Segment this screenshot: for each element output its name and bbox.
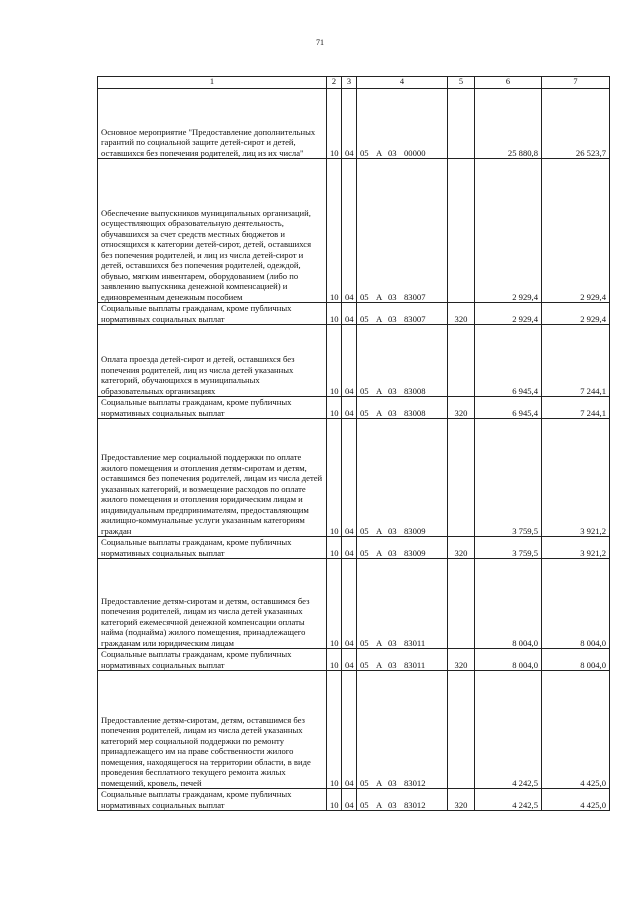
code-direction: 83007 <box>404 313 426 324</box>
row-rz: 10 <box>327 671 342 789</box>
row-pr: 04 <box>342 159 357 303</box>
code-direction: 83012 <box>404 777 426 788</box>
row-expense-type <box>448 671 475 789</box>
row-target-code <box>357 303 448 325</box>
code-direction: 83009 <box>404 525 426 536</box>
code-subprogram: А <box>376 407 383 418</box>
code-event: 03 <box>388 637 397 648</box>
code-subprogram: А <box>376 659 383 670</box>
code-subprogram: А <box>376 313 383 324</box>
code-subprogram: А <box>376 291 383 302</box>
row-name-text: Предоставление детям-сиротам и детям, оставшимся без попечения родителей, лицам из числа детей указанных категорий ежемесячной денежной компенсации оплаты найма (поднайма) жилого помещения, принадлежащего гражданам или юридическим лицам <box>101 595 310 648</box>
row-name <box>98 419 327 537</box>
row-rz: 10 <box>327 559 342 649</box>
row-target-code <box>357 559 448 649</box>
row-name-text: Социальные выплаты гражданам, кроме публичных нормативных социальных выплат <box>101 789 292 810</box>
table-row <box>98 559 610 649</box>
page-number: 71 <box>316 38 324 47</box>
code-subprogram: А <box>376 637 383 648</box>
row-rz: 10 <box>327 89 342 159</box>
table-row <box>98 397 610 419</box>
row-amount-col6: 25 880,8 <box>475 89 542 159</box>
row-name <box>98 397 327 419</box>
code-direction: 83011 <box>404 659 426 670</box>
row-amount-col7: 3 921,2 <box>542 419 610 537</box>
row-rz: 10 <box>327 325 342 397</box>
row-name-text: Предоставление мер социальной поддержки по оплате жилого помещения и отопления детям-сиротам и детям, оставшимся без попечения родителей, лицам из числа детей указанных категорий, и возмещение расходов по оплате жилого помещения и отопления юридическим лицам и индивидуальным предпринимателям, предоставляющим жилищно-коммунальные услуги указанным категориям граждан <box>101 452 323 536</box>
code-event: 03 <box>388 291 397 302</box>
code-event: 03 <box>388 313 397 324</box>
row-expense-type <box>448 89 475 159</box>
code-program: 05 <box>360 407 369 418</box>
row-target-code <box>357 419 448 537</box>
row-amount-col6: 3 759,5 <box>475 419 542 537</box>
column-header: 1 <box>98 77 327 89</box>
row-amount-col6: 8 004,0 <box>475 559 542 649</box>
row-pr: 04 <box>342 559 357 649</box>
row-name <box>98 159 327 303</box>
row-name <box>98 649 327 671</box>
column-header: 2 <box>327 77 342 89</box>
row-rz: 10 <box>327 159 342 303</box>
row-expense-type <box>448 159 475 303</box>
code-program: 05 <box>360 147 369 158</box>
row-name <box>98 789 327 811</box>
row-amount-col6: 4 242,5 <box>475 789 542 811</box>
code-event: 03 <box>388 547 397 558</box>
row-target-code <box>357 325 448 397</box>
row-amount-col6: 2 929,4 <box>475 159 542 303</box>
row-target-code <box>357 89 448 159</box>
code-event: 03 <box>388 385 397 396</box>
row-expense-type: 320 <box>448 649 475 671</box>
column-header: 5 <box>448 77 475 89</box>
budget-table <box>97 76 610 811</box>
row-pr: 04 <box>342 671 357 789</box>
table-body <box>98 77 610 811</box>
row-target-code <box>357 789 448 811</box>
row-name-text: Обеспечение выпускников муниципальных организаций, осуществляющих образовательную деятельность, обучавшихся за счет средств местных бюджетов и относящихся к категории детей-сирот, детей, оставшихся без попечения родителей, и лиц из числа детей-сирот и детей, оставшихся без попечения родителей, одеждой, обувью, мягким инвентарем, оборудованием (либо по заявлению выпускника денежной компенсацией) и единовременным денежным пособием <box>101 207 312 302</box>
row-amount-col7: 4 425,0 <box>542 789 610 811</box>
row-amount-col6: 2 929,4 <box>475 303 542 325</box>
row-amount-col7: 4 425,0 <box>542 671 610 789</box>
row-amount-col7: 26 523,7 <box>542 89 610 159</box>
row-target-code <box>357 649 448 671</box>
row-name <box>98 559 327 649</box>
row-rz: 10 <box>327 649 342 671</box>
row-expense-type: 320 <box>448 303 475 325</box>
code-program: 05 <box>360 385 369 396</box>
code-program: 05 <box>360 525 369 536</box>
row-amount-col7: 8 004,0 <box>542 649 610 671</box>
code-program: 05 <box>360 313 369 324</box>
column-header: 3 <box>342 77 357 89</box>
table-row <box>98 537 610 559</box>
row-pr: 04 <box>342 325 357 397</box>
code-subprogram: А <box>376 525 383 536</box>
code-event: 03 <box>388 407 397 418</box>
table-row <box>98 419 610 537</box>
row-name <box>98 325 327 397</box>
row-amount-col7: 7 244,1 <box>542 397 610 419</box>
code-event: 03 <box>388 659 397 670</box>
row-amount-col6: 4 242,5 <box>475 671 542 789</box>
row-amount-col6: 3 759,5 <box>475 537 542 559</box>
row-name-text: Основное мероприятие "Предоставление дополнительных гарантий по социальной защите детей-сирот и детей, оставшихся без попечения родителей, лиц из их числа" <box>101 126 316 158</box>
code-direction: 83009 <box>404 547 426 558</box>
code-direction: 83008 <box>404 407 426 418</box>
row-rz: 10 <box>327 537 342 559</box>
row-rz: 10 <box>327 419 342 537</box>
row-expense-type <box>448 419 475 537</box>
row-name-text: Предоставление детям-сиротам, детям, оставшимся без попечения родителей, лицам из числа детей указанных категорий мер социальной поддержки по ремонту принадлежащего им на праве собственности жилого помещения, находящегося на территории области, в виде проведения бесплатного текущего ремонта жилых помещений, кровель, печей <box>101 714 311 788</box>
row-name-text: Социальные выплаты гражданам, кроме публичных нормативных социальных выплат <box>101 649 292 670</box>
row-pr: 04 <box>342 303 357 325</box>
row-amount-col7: 3 921,2 <box>542 537 610 559</box>
row-name-text: Социальные выплаты гражданам, кроме публичных нормативных социальных выплат <box>101 303 292 324</box>
row-name <box>98 89 327 159</box>
row-amount-col7: 7 244,1 <box>542 325 610 397</box>
row-amount-col6: 6 945,4 <box>475 397 542 419</box>
code-direction: 83012 <box>404 799 426 810</box>
row-pr: 04 <box>342 397 357 419</box>
row-name-text: Социальные выплаты гражданам, кроме публичных нормативных социальных выплат <box>101 537 292 558</box>
table-row <box>98 89 610 159</box>
code-program: 05 <box>360 547 369 558</box>
row-name <box>98 303 327 325</box>
code-event: 03 <box>388 525 397 536</box>
row-pr: 04 <box>342 537 357 559</box>
row-expense-type: 320 <box>448 397 475 419</box>
row-rz: 10 <box>327 397 342 419</box>
code-program: 05 <box>360 659 369 670</box>
row-amount-col7: 2 929,4 <box>542 303 610 325</box>
row-rz: 10 <box>327 303 342 325</box>
row-rz: 10 <box>327 789 342 811</box>
row-name <box>98 671 327 789</box>
row-expense-type: 320 <box>448 537 475 559</box>
row-target-code <box>357 159 448 303</box>
code-subprogram: А <box>376 547 383 558</box>
row-amount-col7: 2 929,4 <box>542 159 610 303</box>
table-row <box>98 325 610 397</box>
row-expense-type <box>448 559 475 649</box>
code-direction: 83008 <box>404 385 426 396</box>
code-program: 05 <box>360 799 369 810</box>
code-direction: 83011 <box>404 637 426 648</box>
code-subprogram: А <box>376 777 383 788</box>
row-amount-col6: 6 945,4 <box>475 325 542 397</box>
code-subprogram: А <box>376 799 383 810</box>
row-target-code <box>357 537 448 559</box>
code-event: 03 <box>388 147 397 158</box>
code-direction: 83007 <box>404 291 426 302</box>
column-header: 6 <box>475 77 542 89</box>
column-header: 4 <box>357 77 448 89</box>
code-program: 05 <box>360 291 369 302</box>
code-subprogram: А <box>376 385 383 396</box>
row-target-code <box>357 397 448 419</box>
table-row <box>98 649 610 671</box>
table-row <box>98 303 610 325</box>
row-expense-type: 320 <box>448 789 475 811</box>
row-pr: 04 <box>342 789 357 811</box>
row-name-text: Оплата проезда детей-сирот и детей, оставшихся без попечения родителей, лиц из числа детей указанных категорий, обучающихся в муниципальных образовательных организациях <box>101 354 295 396</box>
row-pr: 04 <box>342 419 357 537</box>
row-pr: 04 <box>342 649 357 671</box>
code-program: 05 <box>360 777 369 788</box>
code-subprogram: А <box>376 147 383 158</box>
column-number-row <box>98 77 610 89</box>
code-direction: 00000 <box>404 147 426 158</box>
row-amount-col7: 8 004,0 <box>542 559 610 649</box>
table-row <box>98 671 610 789</box>
code-event: 03 <box>388 799 397 810</box>
row-name-text: Социальные выплаты гражданам, кроме публичных нормативных социальных выплат <box>101 397 292 418</box>
column-header: 7 <box>542 77 610 89</box>
row-name <box>98 537 327 559</box>
code-program: 05 <box>360 637 369 648</box>
row-expense-type <box>448 325 475 397</box>
table-row <box>98 789 610 811</box>
row-pr: 04 <box>342 89 357 159</box>
row-target-code <box>357 671 448 789</box>
code-event: 03 <box>388 777 397 788</box>
row-amount-col6: 8 004,0 <box>475 649 542 671</box>
table-row <box>98 159 610 303</box>
